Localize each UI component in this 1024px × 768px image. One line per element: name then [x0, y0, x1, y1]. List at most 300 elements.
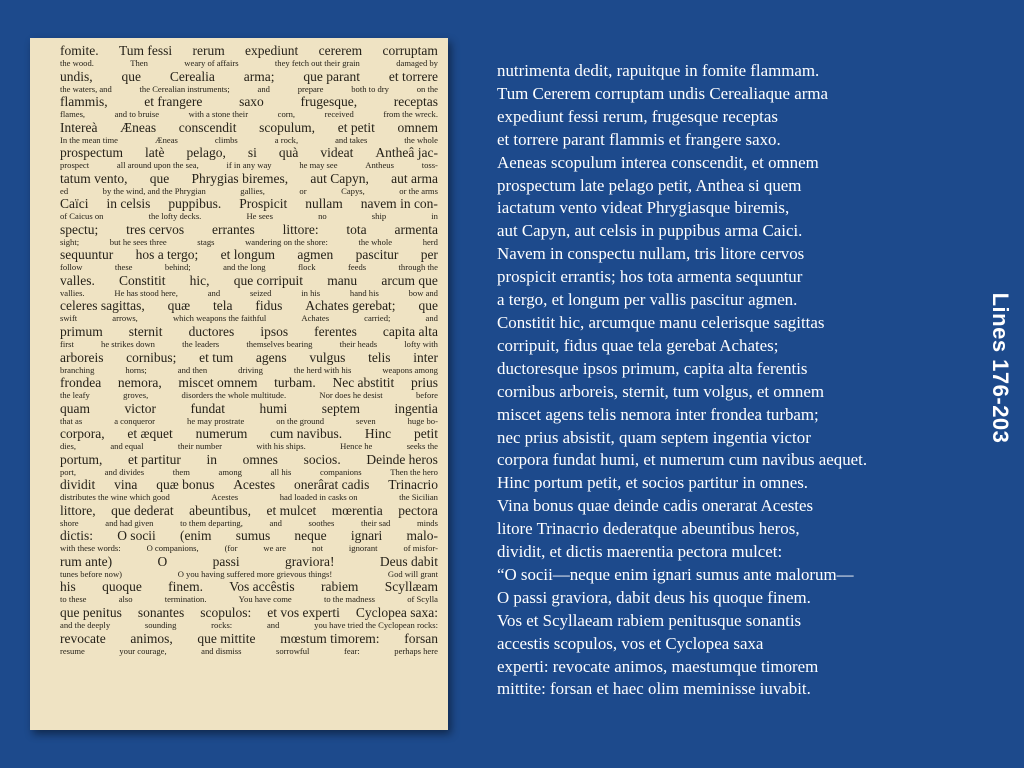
latin-line: Vina bonus quae deinde cadis onerarat Acestes: [497, 496, 814, 516]
scan-word: petit: [413, 426, 438, 442]
scan-word: no: [318, 211, 327, 222]
scan-word: follow: [60, 262, 83, 273]
scan-word: to these: [60, 594, 87, 605]
latin-line: cornibus arboreis, sternit, tum volgus, et omnem: [497, 381, 824, 401]
scan-latin-line: [60, 632, 438, 647]
scan-word: O: [157, 553, 168, 569]
scan-word: sight;: [60, 236, 80, 247]
scan-word: Cerealia: [169, 68, 215, 84]
scan-word: flammis,: [60, 94, 108, 110]
scan-english-line: [60, 340, 438, 351]
scan-word: and takes: [335, 134, 368, 145]
latin-line: nec prius absistit, quam septem ingentia victor: [497, 427, 811, 447]
latin-line: experti: revocate animos, maestumque timorem: [497, 656, 819, 676]
scan-word: sorrowful: [276, 645, 310, 656]
scan-word: que: [418, 298, 438, 314]
scan-word: omnem: [397, 119, 438, 135]
scan-word: victor: [124, 400, 156, 416]
scan-word: tela: [212, 298, 233, 314]
scan-latin-line: [60, 197, 438, 212]
scan-word: Scyllæam: [384, 579, 438, 595]
scan-word: navem in con-: [360, 196, 438, 212]
scan-latin-line: [60, 351, 438, 366]
scan-word: the herd with his: [293, 364, 352, 375]
scan-word: que mittite: [197, 630, 256, 646]
scan-word: that as: [60, 415, 83, 426]
scan-word: Caïci: [60, 196, 89, 212]
scan-word: que penitus: [60, 605, 122, 621]
scan-word: we are: [263, 543, 287, 554]
scan-word: with a stone their: [188, 109, 249, 120]
scan-word: shore: [60, 517, 79, 528]
scan-word: agens: [255, 349, 287, 365]
scan-latin-line: [60, 504, 438, 519]
scan-word: companions: [320, 466, 362, 477]
scan-word: que: [121, 68, 142, 84]
latin-passage: [497, 60, 1017, 701]
scan-latin-line: [60, 172, 438, 187]
scan-latin-line: [60, 529, 438, 544]
scan-word: revocate: [60, 630, 106, 646]
scan-word: God will grant: [387, 568, 438, 579]
scan-word: expediunt: [245, 43, 299, 58]
scan-word: tota: [346, 221, 367, 237]
scan-word: scopulum,: [259, 119, 316, 135]
scan-word: sternit: [128, 324, 163, 340]
scan-word: and: [266, 620, 280, 631]
latin-line: a tergo, et longum per vallis pascitur agmen.: [497, 290, 798, 310]
scan-word: he may prostrate: [187, 415, 245, 426]
scan-word: vallies.: [60, 287, 85, 298]
scan-word: fear:: [343, 645, 360, 656]
scan-word: ipsos: [260, 324, 289, 340]
scan-word: and equal: [110, 441, 144, 452]
scan-word: malo-: [406, 528, 438, 544]
scan-word: also: [118, 594, 133, 605]
scan-word: behind;: [164, 262, 191, 273]
scan-word: groves,: [123, 390, 149, 401]
scan-word: weapons among: [382, 364, 438, 375]
scan-word: and divides: [104, 466, 145, 477]
scan-word: themselves bearing: [246, 339, 313, 350]
scan-word: Capys,: [341, 185, 365, 196]
latin-line: dividit, et dictis maerentia pectora mulcet:: [497, 542, 783, 562]
scan-word: Æneas: [154, 134, 178, 145]
scan-word: them: [172, 466, 190, 477]
latin-line: Constitit hic, arcumque manu celerisque sagittas: [497, 312, 825, 332]
scan-word: and the long: [223, 262, 266, 273]
scan-word: que corripuit: [233, 272, 304, 288]
scan-word: et mulcet: [266, 502, 317, 518]
scan-word: hos a tergo;: [135, 247, 199, 263]
scan-word: Acestes: [233, 477, 276, 493]
scan-word: wandering on the shore:: [245, 236, 328, 247]
scan-word: cererem: [318, 43, 363, 58]
scan-word: nullam: [305, 196, 343, 212]
scan-word: the whole: [404, 134, 438, 145]
scan-word: seized: [249, 287, 272, 298]
latin-line: prospicit errantis; hos tota armenta sequuntur: [497, 267, 803, 287]
scanned-book-page: [30, 38, 448, 730]
scan-word: their number: [177, 441, 223, 452]
latin-line: nutrimenta dedit, rapuitque in fomite flammam.: [497, 61, 820, 80]
scan-word: pascitur: [355, 247, 399, 263]
scan-word: seven: [356, 415, 376, 426]
scan-word: (enim: [180, 528, 212, 544]
scan-word: ed: [60, 185, 69, 196]
scan-word: socios.: [303, 451, 341, 467]
scan-english-line: [60, 647, 438, 658]
scan-word: quæ: [167, 298, 191, 314]
latin-line: Tum Cererem corruptam undis Cerealiaque arma: [497, 83, 828, 103]
scan-word: corn,: [277, 109, 296, 120]
scan-word: tres cervos: [126, 221, 185, 237]
scan-word: with these words:: [60, 543, 121, 554]
scan-latin-line: [60, 580, 438, 595]
latin-line: ductoresque ipsos primum, capita alta ferentis: [497, 358, 808, 378]
scan-word: horns;: [125, 364, 147, 375]
scan-word: armenta: [394, 221, 438, 237]
scan-word: which weapons the faithful: [172, 313, 267, 324]
scan-word: inter: [413, 349, 438, 365]
scan-english-line: [60, 314, 438, 325]
latin-line: Navem in conspectu nullam, tris litore cervos: [497, 244, 805, 264]
scan-word: and: [269, 517, 282, 528]
scan-word: in: [206, 451, 218, 467]
scan-word: soothes: [308, 517, 335, 528]
scan-word: et tum: [199, 349, 234, 365]
scan-word: ignorant: [348, 543, 378, 554]
scan-word: fomite.: [60, 43, 99, 58]
scan-word: et torrere: [388, 68, 438, 84]
scan-word: sounding: [144, 620, 177, 631]
scan-latin-line: [60, 274, 438, 289]
scan-word: Trinacrio: [388, 477, 438, 493]
scan-word: through the: [398, 262, 438, 273]
scan-word: Hinc: [364, 426, 392, 442]
scan-word: weary of affairs: [184, 58, 239, 68]
scan-word: forsan: [404, 630, 438, 646]
scan-word: quoque: [102, 579, 142, 595]
scan-word: with his ships.: [256, 441, 306, 452]
scan-latin-line: [60, 44, 438, 59]
scan-word: damaged by: [396, 58, 438, 68]
scan-english-line: [60, 110, 438, 121]
scan-word: littore,: [60, 502, 96, 518]
latin-line: O passi graviora, dabit deus his quoque finem.: [497, 587, 811, 607]
scan-word: the Sicilian: [399, 492, 438, 503]
scan-word: You have come: [238, 594, 292, 605]
scan-latin-line: [60, 223, 438, 238]
scan-word: herd: [422, 236, 438, 247]
scan-word: rerum: [192, 43, 225, 58]
scan-word: quæ bonus: [156, 477, 215, 493]
scan-word: and then: [177, 364, 208, 375]
scan-word: and: [257, 83, 270, 94]
scan-english-line: [60, 59, 438, 70]
scan-word: Tum fessi: [118, 43, 173, 58]
scan-word: fundat: [190, 400, 225, 416]
scan-word: Achates: [301, 313, 330, 324]
scan-word: et vos experti: [267, 605, 340, 621]
scan-word: in his: [301, 287, 321, 298]
scan-word: miscet omnem: [178, 375, 258, 391]
scan-word: arboreis: [60, 349, 104, 365]
scan-word: Constitit: [119, 272, 166, 288]
scan-word: or: [299, 185, 307, 196]
scan-word: the wood.: [60, 58, 94, 68]
scan-word: conscendit: [178, 119, 237, 135]
scan-word: the waters, and: [60, 83, 112, 94]
scan-word: the Cerealian instruments;: [139, 83, 230, 94]
scan-word: spectu;: [60, 221, 99, 237]
scan-word: aut arma: [391, 170, 438, 186]
latin-line: litore Trinacrio dederatque abeuntibus heros,: [497, 519, 800, 539]
scan-word: of Caicus on: [60, 211, 104, 222]
scan-word: dictis:: [60, 528, 93, 544]
scan-word: and: [207, 287, 221, 298]
scan-word: they fetch out their grain: [274, 58, 360, 68]
scan-word: que dederat: [111, 502, 174, 518]
latin-line: miscet agens telis nemora inter frondea turbam;: [497, 404, 819, 424]
scan-word: gallies,: [240, 185, 265, 196]
scan-latin-line: [60, 478, 438, 493]
scan-latin-line: [60, 146, 438, 161]
scan-word: all his: [270, 466, 292, 477]
scan-word: among: [218, 466, 242, 477]
scan-word: before: [416, 390, 438, 401]
scan-word: Acestes: [211, 492, 239, 503]
scan-word: per: [420, 247, 438, 263]
scan-word: ignari: [350, 528, 383, 544]
scan-word: primum: [60, 324, 103, 340]
scan-word: the leaders: [182, 339, 220, 350]
scan-english-line: [60, 391, 438, 402]
scan-word: cum navibus.: [270, 426, 343, 442]
scan-word: passi: [212, 553, 240, 569]
scan-word: mœrentia: [331, 502, 383, 518]
scan-word: Intereà: [60, 119, 98, 135]
scan-word: videat: [320, 145, 354, 161]
scan-word: port,: [60, 466, 76, 477]
scan-latin-line: [60, 325, 438, 340]
scan-word: in celsis: [106, 196, 151, 212]
scan-word: of Scylla: [407, 594, 438, 605]
scan-word: He sees: [246, 211, 273, 222]
scan-word: Deinde heros: [366, 451, 438, 467]
scan-word: que parant: [303, 68, 360, 84]
scan-latin-line: [60, 402, 438, 417]
scan-word: arrows,: [112, 313, 138, 324]
scan-word: puppibus.: [168, 196, 222, 212]
scan-word: hic,: [189, 272, 210, 288]
scan-word: and dismiss: [201, 645, 242, 656]
scan-word: tunes before now): [60, 568, 123, 579]
latin-line: et torrere parant flammis et frangere saxo.: [497, 129, 781, 149]
scan-word: et frangere: [144, 94, 203, 110]
scan-word: onerârat cadis: [294, 477, 370, 493]
scan-word: prius: [410, 375, 438, 391]
scan-word: que: [149, 170, 170, 186]
scan-word: prospect: [60, 160, 90, 171]
scan-word: received: [324, 109, 354, 120]
scan-word: and the deeply: [60, 620, 111, 631]
scan-word: flock: [297, 262, 316, 273]
scan-word: et longum: [220, 247, 275, 263]
scan-word: arma;: [243, 68, 275, 84]
scan-word: agmen: [297, 247, 334, 263]
scan-word: had loaded in casks on: [279, 492, 358, 503]
scan-word: on the ground: [276, 415, 325, 426]
scan-word: O you having suffered more grievous things!: [177, 568, 333, 579]
scan-latin-line: [60, 299, 438, 314]
scan-latin-line: [60, 453, 438, 468]
latin-line: Hinc portum petit, et socios partitur in omnes.: [497, 473, 809, 493]
scan-word: undis,: [60, 68, 93, 84]
scan-word: Vos accêstis: [229, 579, 295, 595]
scan-word: Hence he: [340, 441, 373, 452]
line-range-label: Lines 176-203: [988, 292, 1013, 444]
scan-word: he strikes down: [101, 339, 155, 350]
latin-line: Vos et Scyllaeam rabiem penitusque sonantis: [497, 610, 802, 630]
scan-word: the leafy: [60, 390, 90, 401]
scan-word: if in any way: [226, 160, 272, 171]
scan-word: to them departing,: [180, 517, 243, 528]
scan-word: lofty with: [404, 339, 438, 350]
scan-word: manu: [327, 272, 358, 288]
scan-word: your courage,: [119, 645, 167, 656]
scan-latin-line: [60, 376, 438, 391]
scan-word: (for: [224, 543, 238, 554]
scan-word: a rock,: [274, 134, 299, 145]
scan-word: ductores: [188, 324, 235, 340]
scan-word: rocks:: [211, 620, 233, 631]
scan-word: Æneas: [120, 119, 157, 135]
scan-word: vulgus: [309, 349, 346, 365]
scan-word: rum ante): [60, 553, 113, 569]
scan-word: and: [425, 313, 438, 324]
scan-word: sonantes: [137, 605, 185, 621]
scan-word: pelago,: [186, 145, 226, 161]
scan-word: dies,: [60, 441, 76, 452]
scan-word: stags: [197, 236, 215, 247]
scan-word: you have tried the Cyclopean rocks:: [314, 620, 438, 631]
scan-word: vina: [114, 477, 138, 493]
scan-word: scopulos:: [200, 605, 252, 621]
scan-word: rabiem: [320, 579, 359, 595]
scan-word: from the wreck.: [383, 109, 438, 120]
scan-word: septem: [321, 400, 360, 416]
scan-word: finem.: [168, 579, 203, 595]
scan-latin-line: [60, 606, 438, 621]
scan-word: prepare: [297, 83, 324, 94]
latin-line: Aeneas scopulum interea conscendit, et omnem: [497, 152, 819, 172]
scan-word: disorders the whole multitude.: [181, 390, 287, 401]
scan-word: these: [114, 262, 133, 273]
scan-word: feeds: [348, 262, 367, 273]
scan-word: errantes: [212, 221, 255, 237]
scan-word: dividit: [60, 477, 96, 493]
scan-word: by the wind, and the Phrygian: [102, 185, 206, 196]
scan-word: a conqueror: [114, 415, 156, 426]
scan-word: ferentes: [314, 324, 357, 340]
scan-word: Cyclopea saxa:: [355, 605, 438, 621]
scan-word: neque: [294, 528, 327, 544]
latin-line: “O socii—neque enim ignari sumus ante malorum—: [497, 564, 854, 584]
scan-latin-line: [60, 248, 438, 263]
scan-word: Prospicit: [239, 196, 288, 212]
scan-word: quam: [60, 400, 90, 416]
scan-word: numerum: [195, 426, 248, 442]
scan-word: on the: [416, 83, 438, 94]
scan-word: valles.: [60, 272, 95, 288]
scan-word: their sad: [360, 517, 391, 528]
scan-word: saxo: [239, 94, 264, 110]
scan-word: first: [60, 339, 74, 350]
scan-latin-line: [60, 427, 438, 442]
scan-word: frugesque,: [300, 94, 358, 110]
scan-word: Phrygias biremes,: [191, 170, 289, 186]
scan-word: termination.: [164, 594, 207, 605]
scan-word: Then the hero: [390, 466, 438, 477]
scan-word: Antheâ jac-: [375, 145, 438, 161]
scan-word: or the arms: [399, 185, 438, 196]
latin-line: corpora fundat humi, et numerum cum navibus aequet.: [497, 450, 868, 470]
scan-word: frondea: [60, 375, 102, 391]
scan-word: et partitur: [128, 451, 181, 467]
latin-line: prospectum late pelago petit, Anthea si quem: [497, 175, 802, 195]
scan-word: distributes the wine which good: [60, 492, 170, 503]
scan-word: nemora,: [117, 375, 162, 391]
scan-word: all around upon the sea,: [116, 160, 199, 171]
scan-word: corpora,: [60, 426, 105, 442]
scan-word: both to dry: [351, 83, 389, 94]
scan-latin-line: [60, 555, 438, 570]
scan-word: receptas: [393, 94, 438, 110]
scan-word: prospectum: [60, 145, 123, 161]
scan-word: flames,: [60, 109, 86, 120]
scan-word: bow and: [408, 287, 438, 298]
scan-word: seeks the: [406, 441, 438, 452]
scan-word: Achates gerebat;: [305, 298, 396, 314]
scan-word: resume: [60, 645, 85, 656]
scan-word: capita alta: [382, 324, 438, 340]
scan-word: corruptam: [382, 43, 438, 58]
scan-word: hand his: [349, 287, 379, 298]
latin-line: iactatum vento videat Phrygiasque biremis,: [497, 198, 790, 218]
latin-line: mittite: forsan et haec olim meminisse iuvabit.: [497, 679, 811, 699]
scan-word: the whole: [358, 236, 393, 247]
scan-word: In the mean time: [60, 134, 118, 145]
scan-word: huge bo-: [407, 415, 438, 426]
scan-latin-line: [60, 121, 438, 136]
scan-word: to the madness: [323, 594, 376, 605]
scan-word: climbs: [214, 134, 238, 145]
scan-word: et petit: [337, 119, 375, 135]
scan-word: swift: [60, 313, 78, 324]
scan-latin-line: [60, 95, 438, 110]
scan-word: sequuntur: [60, 247, 114, 263]
scan-word: si: [247, 145, 257, 161]
scan-latin-line: [60, 70, 438, 85]
latin-line: corripuit, fidus quae tela gerebat Achates;: [497, 335, 779, 355]
scan-word: their heads: [339, 339, 378, 350]
scan-word: the lofty decks.: [148, 211, 202, 222]
scan-word: portum,: [60, 451, 103, 467]
scan-word: driving: [238, 364, 263, 375]
scan-word: and to bruise: [114, 109, 160, 120]
scan-word: Nec abstitit: [332, 375, 395, 391]
